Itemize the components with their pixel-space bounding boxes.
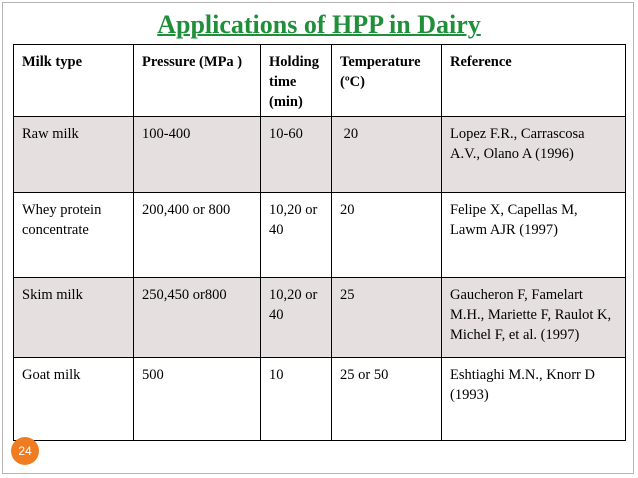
header-holding-time: Holding time (min) xyxy=(261,45,332,117)
cell-reference: Lopez F.R., Carrascosa A.V., Olano A (1996) xyxy=(442,117,626,193)
cell-temperature: 25 xyxy=(332,278,442,358)
cell-temperature: 20 xyxy=(332,193,442,278)
cell-reference: Felipe X, Capellas M, Lawm AJR (1997) xyxy=(442,193,626,278)
cell-holding-time: 10,20 or 40 xyxy=(261,193,332,278)
header-temperature: Temperature (ºC) xyxy=(332,45,442,117)
page-number: 24 xyxy=(18,444,32,458)
cell-pressure: 250,450 or800 xyxy=(134,278,261,358)
table-row xyxy=(14,278,626,358)
cell-milk-type: Whey protein concentrate xyxy=(14,193,134,278)
cell-holding-time: 10-60 xyxy=(261,117,332,193)
table-header-row xyxy=(14,45,626,117)
hpp-applications-table xyxy=(13,44,626,441)
table-row xyxy=(14,117,626,193)
cell-milk-type: Skim milk xyxy=(14,278,134,358)
cell-pressure: 500 xyxy=(134,358,261,441)
cell-holding-time: 10 xyxy=(261,358,332,441)
slide-title xyxy=(0,8,638,42)
header-reference: Reference xyxy=(442,45,626,117)
cell-reference: Gaucheron F, Famelart M.H., Mariette F, Raulot K, Michel F, et al. (1997) xyxy=(442,278,626,358)
cell-pressure: 200,400 or 800 xyxy=(134,193,261,278)
cell-temperature: 25 or 50 xyxy=(332,358,442,441)
cell-temperature: 20 xyxy=(332,117,442,193)
table-row xyxy=(14,193,626,278)
header-milk-type: Milk type xyxy=(14,45,134,117)
cell-milk-type: Goat milk xyxy=(14,358,134,441)
cell-milk-type: Raw milk xyxy=(14,117,134,193)
cell-reference: Eshtiaghi M.N., Knorr D (1993) xyxy=(442,358,626,441)
slide-title-text: Applications of HPP in Dairy xyxy=(157,10,481,39)
cell-holding-time: 10,20 or 40 xyxy=(261,278,332,358)
table-row xyxy=(14,358,626,441)
header-pressure: Pressure (MPa ) xyxy=(134,45,261,117)
page-number-badge xyxy=(11,437,39,465)
cell-pressure: 100-400 xyxy=(134,117,261,193)
